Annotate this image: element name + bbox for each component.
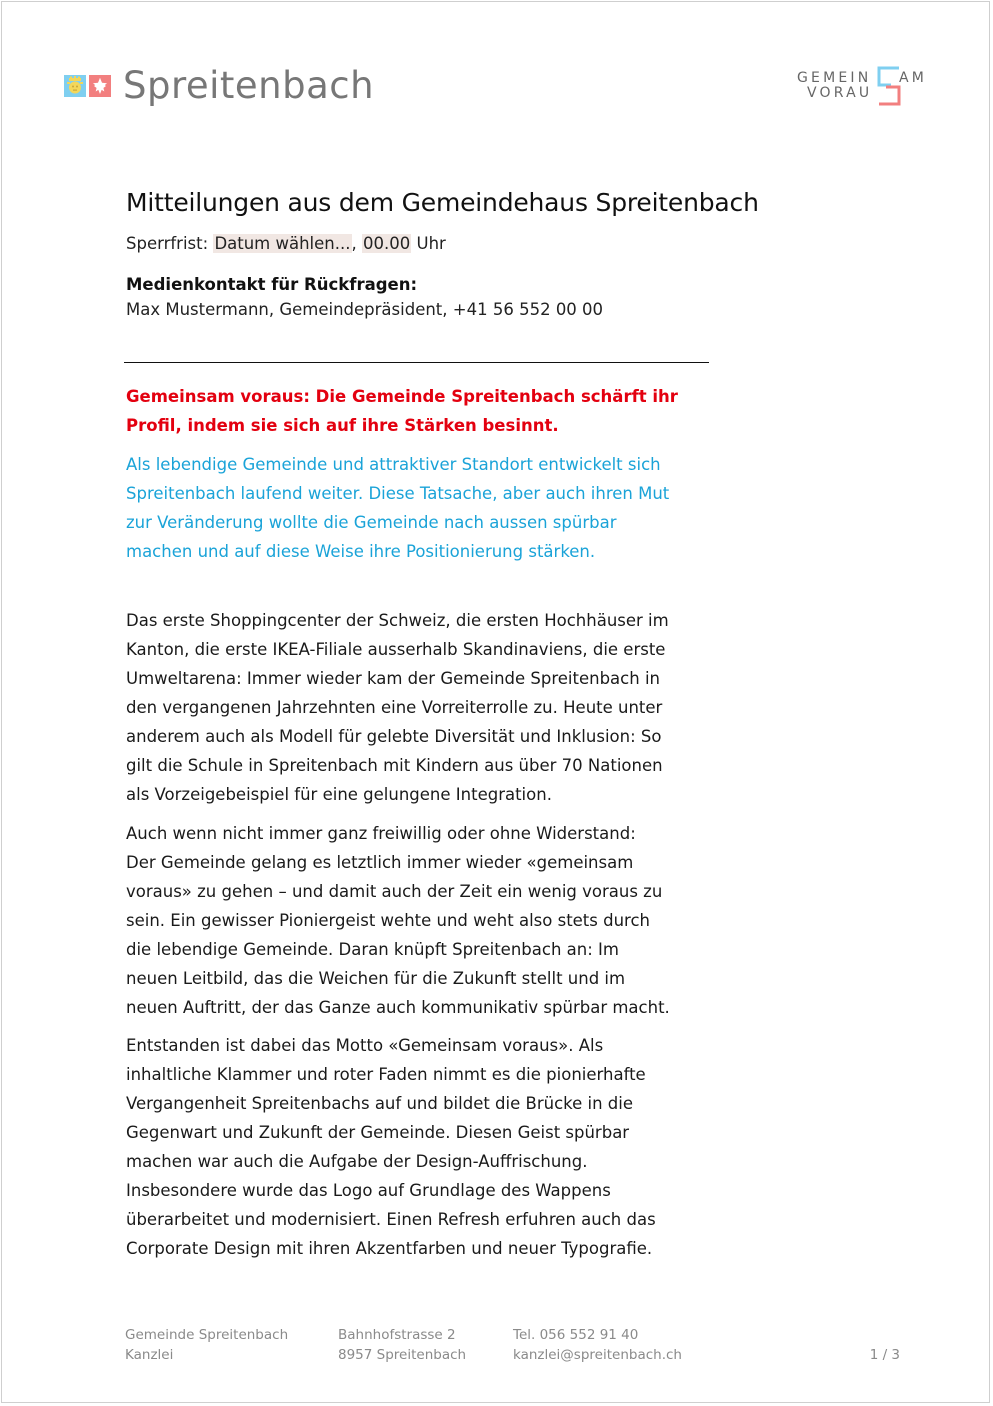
page-title: Mitteilungen aus dem Gemeindehaus Spreitenbach bbox=[126, 188, 759, 217]
embargo-time-field[interactable]: 00.00 bbox=[363, 234, 411, 253]
body-line: Vergangenheit Spreitenbachs auf und bildet die Brücke in die bbox=[126, 1094, 634, 1113]
body-line: überarbeitet und modernisiert. Einen Refresh erfuhren auch das bbox=[126, 1210, 656, 1229]
footer-street: Bahnhofstrasse 2 bbox=[338, 1327, 456, 1343]
body-paragraph-3 bbox=[126, 1031, 716, 1263]
slogan-line1-end: AM bbox=[899, 70, 928, 86]
star-coat-of-arms-icon bbox=[89, 75, 111, 97]
section-divider bbox=[124, 362, 709, 363]
body-line: Gegenwart und Zukunft der Gemeinde. Diesen Geist spürbar bbox=[126, 1123, 630, 1142]
body-line: sein. Ein gewisser Pioniergeist wehte und weht also stets durch bbox=[126, 911, 651, 930]
body-line: gilt die Schule in Spreitenbach mit Kindern aus über 70 Nationen bbox=[126, 756, 663, 775]
body-line: neuen Auftritt, der das Ganze auch kommunikativ spürbar macht. bbox=[126, 998, 670, 1017]
media-contact-label: Medienkontakt für Rückfragen: bbox=[126, 275, 418, 294]
footer-organization bbox=[125, 1325, 288, 1365]
body-line: Das erste Shoppingcenter der Schweiz, die ersten Hochhäuser im bbox=[126, 611, 669, 630]
lead-intro-line: Spreitenbach laufend weiter. Diese Tatsache, aber auch ihren Mut bbox=[126, 484, 670, 503]
body-paragraph-2 bbox=[126, 819, 716, 1022]
footer-contact bbox=[513, 1325, 682, 1365]
coat-of-arms-lion-icon bbox=[64, 75, 86, 97]
slogan-line2: VORAU bbox=[807, 85, 873, 101]
lead-headline bbox=[126, 382, 716, 440]
body-line: Corporate Design mit ihren Akzentfarben und neuer Typografie. bbox=[126, 1239, 653, 1258]
body-line: als Vorzeigebeispiel für eine gelungene Integration. bbox=[126, 785, 552, 804]
body-paragraph-1 bbox=[126, 606, 716, 809]
embargo-separator: , bbox=[351, 234, 362, 253]
body-line: Umweltarena: Immer wieder kam der Gemeinde Spreitenbach in bbox=[126, 669, 660, 688]
lead-headline-line: Gemeinsam voraus: Die Gemeinde Spreitenbach schärft ihr bbox=[126, 387, 678, 406]
embargo-line bbox=[126, 234, 446, 253]
page-number: 1 / 3 bbox=[869, 1347, 900, 1363]
gemeinsam-s-logo-icon bbox=[877, 66, 901, 106]
body-line: den vergangenen Jahrzehnten eine Vorreiterrolle zu. Heute unter bbox=[126, 698, 663, 717]
slogan-line1: GEMEIN bbox=[797, 70, 872, 86]
body-line: inhaltliche Klammer und roter Faden nimmt es die pionierhafte bbox=[126, 1065, 646, 1084]
media-contact-value: Max Mustermann, Gemeindepräsident, +41 56 552 00 00 bbox=[126, 300, 604, 319]
footer-org-name: Gemeinde Spreitenbach bbox=[125, 1327, 289, 1343]
body-line: Insbesondere wurde das Logo auf Grundlage des Wappens bbox=[126, 1181, 611, 1200]
body-line: Auch wenn nicht immer ganz freiwillig oder ohne Widerstand: bbox=[126, 824, 636, 843]
footer-phone: Tel. 056 552 91 40 bbox=[513, 1327, 639, 1343]
media-contact bbox=[126, 272, 603, 322]
body-line: machen war auch die Aufgabe der Design-Auffrischung. bbox=[126, 1152, 588, 1171]
lead-intro-line: zur Veränderung wollte die Gemeinde nach aussen spürbar bbox=[126, 513, 617, 532]
body-line: Der Gemeinde gelang es letztlich immer wieder «gemeinsam bbox=[126, 853, 634, 872]
body-line: die lebendige Gemeinde. Daran knüpft Spreitenbach an: Im bbox=[126, 940, 619, 959]
lead-intro bbox=[126, 450, 716, 566]
document-page bbox=[1, 1, 990, 1403]
footer-city: 8957 Spreitenbach bbox=[338, 1347, 467, 1363]
body-line: neuen Leitbild, das die Weichen für die Zukunft stellt und im bbox=[126, 969, 626, 988]
lead-intro-line: machen und auf diese Weise ihre Positionierung stärken. bbox=[126, 542, 596, 561]
footer-address bbox=[338, 1325, 466, 1365]
lead-headline-line: Profil, indem sie sich auf ihre Stärken besinnt. bbox=[126, 416, 559, 435]
body-line: Entstanden ist dabei das Motto «Gemeinsam voraus». Als bbox=[126, 1036, 604, 1055]
brand-name: Spreitenbach bbox=[123, 64, 375, 107]
embargo-date-field[interactable]: Datum wählen... bbox=[214, 234, 351, 253]
embargo-suffix: Uhr bbox=[411, 234, 446, 253]
embargo-label: Sperrfrist: bbox=[126, 234, 214, 253]
spreitenbach-logo bbox=[64, 66, 374, 106]
lead-intro-line: Als lebendige Gemeinde und attraktiver Standort entwickelt sich bbox=[126, 455, 661, 474]
footer-department: Kanzlei bbox=[125, 1347, 174, 1363]
body-line: anderem auch als Modell für gelebte Diversität und Inklusion: So bbox=[126, 727, 662, 746]
body-line: Kanton, die erste IKEA-Filiale ausserhalb Skandinaviens, die erste bbox=[126, 640, 666, 659]
footer-email[interactable]: kanzlei@spreitenbach.ch bbox=[513, 1347, 682, 1363]
body-line: voraus» zu gehen – und damit auch der Zeit ein wenig voraus zu bbox=[126, 882, 663, 901]
